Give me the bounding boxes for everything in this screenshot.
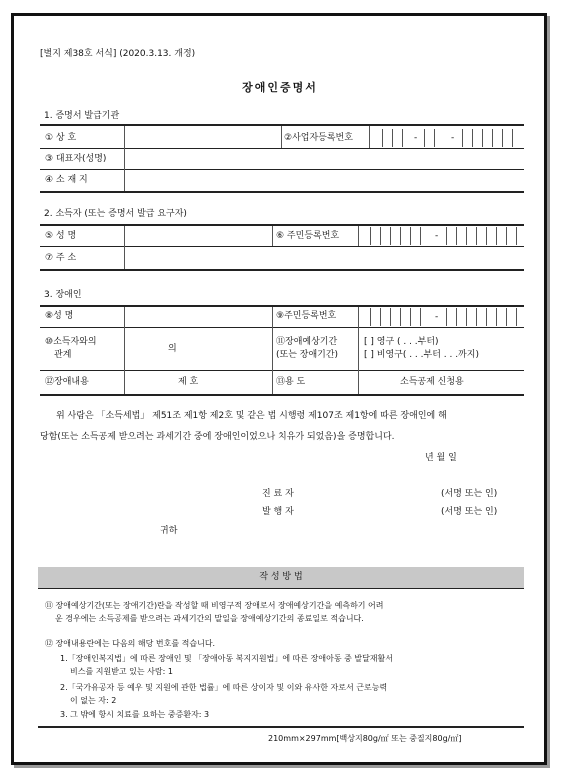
rrn-dash: - (435, 231, 439, 241)
sec1-bottom-rule (40, 191, 524, 193)
digit-box (402, 129, 413, 147)
sec1-rule (40, 169, 524, 170)
doctor-label: 진 료 자 (262, 489, 294, 499)
sec2-rule (40, 246, 524, 247)
period-temporary-option: [ ] 비영구( . . .부터 . . .까지) (364, 350, 479, 360)
sec3-col (272, 307, 273, 394)
sec3-col (124, 307, 125, 394)
guide-item-1-line-2: 비스를 지원받고 있는 사람: 1 (70, 667, 173, 676)
relation-label: ⑩소득자와의 (45, 337, 97, 347)
guide-item-1-line-1: 1.「장애인복지법」에 따른 장애인 및 「장애아동 복지지원법」에 따른 장애아동 중 발달재활서 (60, 654, 393, 663)
guide-item-2-line-2: 이 없는 자: 2 (70, 696, 117, 705)
purpose-value: 소득공제 신청용 (400, 377, 464, 387)
sec2-col (124, 226, 125, 269)
period-label-2: (또는 장애기간) (276, 350, 339, 360)
guide-heading: 작 성 방 법 (259, 572, 303, 582)
sec1-top-rule (40, 124, 524, 126)
sec3-name-label: ⑧성 명 (45, 311, 74, 321)
content-label: ⑫장애내용 (45, 377, 89, 387)
relation-label-2: 관계 (54, 350, 72, 360)
guide-rule (38, 588, 524, 589)
sec3-bottom-rule (40, 394, 524, 396)
purpose-label: ⑬용 도 (276, 377, 306, 387)
issue-date: 년 월 일 (425, 453, 457, 463)
sec2-heading: 2. 소득자 (또는 증명서 발급 요구자) (44, 209, 187, 219)
guide-note-1-line-2: 운 경우에는 소득공제를 받으려는 과세기간의 말일을 장애예상기간의 종료일로 적습니다. (55, 614, 364, 623)
company-name-label: ① 상 호 (45, 133, 77, 143)
issuer-label: 발 행 자 (262, 507, 294, 517)
period-label: ⑪장애예상기간 (276, 337, 338, 347)
guide-bottom-rule (38, 726, 524, 728)
certification-line-2: 당함(또는 소득공제 받으려는 과세기간 중에 장애인이었으나 치유가 되었음)을 증명합니다. (40, 432, 395, 442)
guide-note-1-line-1: ⑪ 장애예상기간(또는 장애기간)란을 작성할 때 비영구적 장애로서 장애예상기간을 예측하기 어려 (45, 601, 384, 610)
sec2-top-rule (40, 224, 524, 226)
relation-value: 의 (168, 344, 177, 354)
period-permanent-option: [ ] 영구 ( . . .부터) (364, 337, 439, 347)
guide-item-2-line-1: 2.「국가유공자 등 예우 및 지원에 관한 법률」에 따른 상이자 및 이와 유사한 자로서 근로능력 (60, 683, 388, 692)
content-value: 제 호 (178, 377, 199, 387)
sec1-heading: 1. 증명서 발급기관 (44, 111, 120, 121)
digit-box (420, 227, 431, 245)
sec1-rule (40, 148, 524, 149)
guide-note-2-line-1: ⑫ 장애내용란에는 다음의 해당 번호를 적습니다. (45, 639, 216, 648)
address-label: ④ 소 재 지 (45, 175, 88, 185)
doctor-sign: (서명 또는 인) (441, 489, 498, 499)
bizno-label: ②사업자등록번호 (284, 133, 353, 143)
sec2-bottom-rule (40, 269, 524, 271)
digit-box (420, 308, 431, 326)
sec2-col (358, 226, 359, 246)
form-title: 장애인증명서 (242, 81, 318, 94)
bizno-dash: - (451, 133, 455, 143)
sec3-col (358, 307, 359, 394)
rrn-dash: - (435, 312, 439, 322)
sec3-rule (40, 370, 524, 371)
sec1-col (369, 126, 370, 148)
sec1-col (281, 126, 282, 148)
sec3-rrn-label: ⑨주민등록번호 (276, 311, 337, 321)
rep-label: ③ 대표자(성명) (45, 154, 107, 164)
digit-box (434, 129, 445, 147)
guide-item-3: 3. 그 밖에 항시 치료를 요하는 중증환자: 3 (60, 710, 210, 719)
sec2-name-label: ⑤ 성 명 (45, 231, 77, 241)
sec2-address-label: ⑦ 주 소 (45, 253, 77, 263)
form-number: [별지 제38호 서식] (2020.3.13. 개정) (40, 49, 196, 59)
paper-spec: 210mm×297mm[백상지80g/㎡ 또는 중질지80g/㎡] (268, 734, 462, 743)
digit-box (516, 308, 527, 326)
sec1-col (124, 126, 125, 191)
sec2-col (272, 226, 273, 246)
sec3-top-rule (40, 305, 524, 307)
sec3-heading: 3. 장애인 (44, 290, 82, 300)
issuer-sign: (서명 또는 인) (441, 507, 498, 517)
sec2-rrn-label: ⑥ 주민등록번호 (276, 231, 340, 241)
certification-line-1: 위 사람은 「소득세법」 제51조 제1항 제2호 및 같은 법 시행령 제107조 제1항에 따른 장애인에 해 (56, 411, 447, 421)
digit-box (512, 129, 523, 147)
digit-box (516, 227, 527, 245)
bizno-dash: - (414, 133, 418, 143)
addressee: 귀하 (160, 526, 178, 536)
sec3-rule (40, 327, 524, 328)
